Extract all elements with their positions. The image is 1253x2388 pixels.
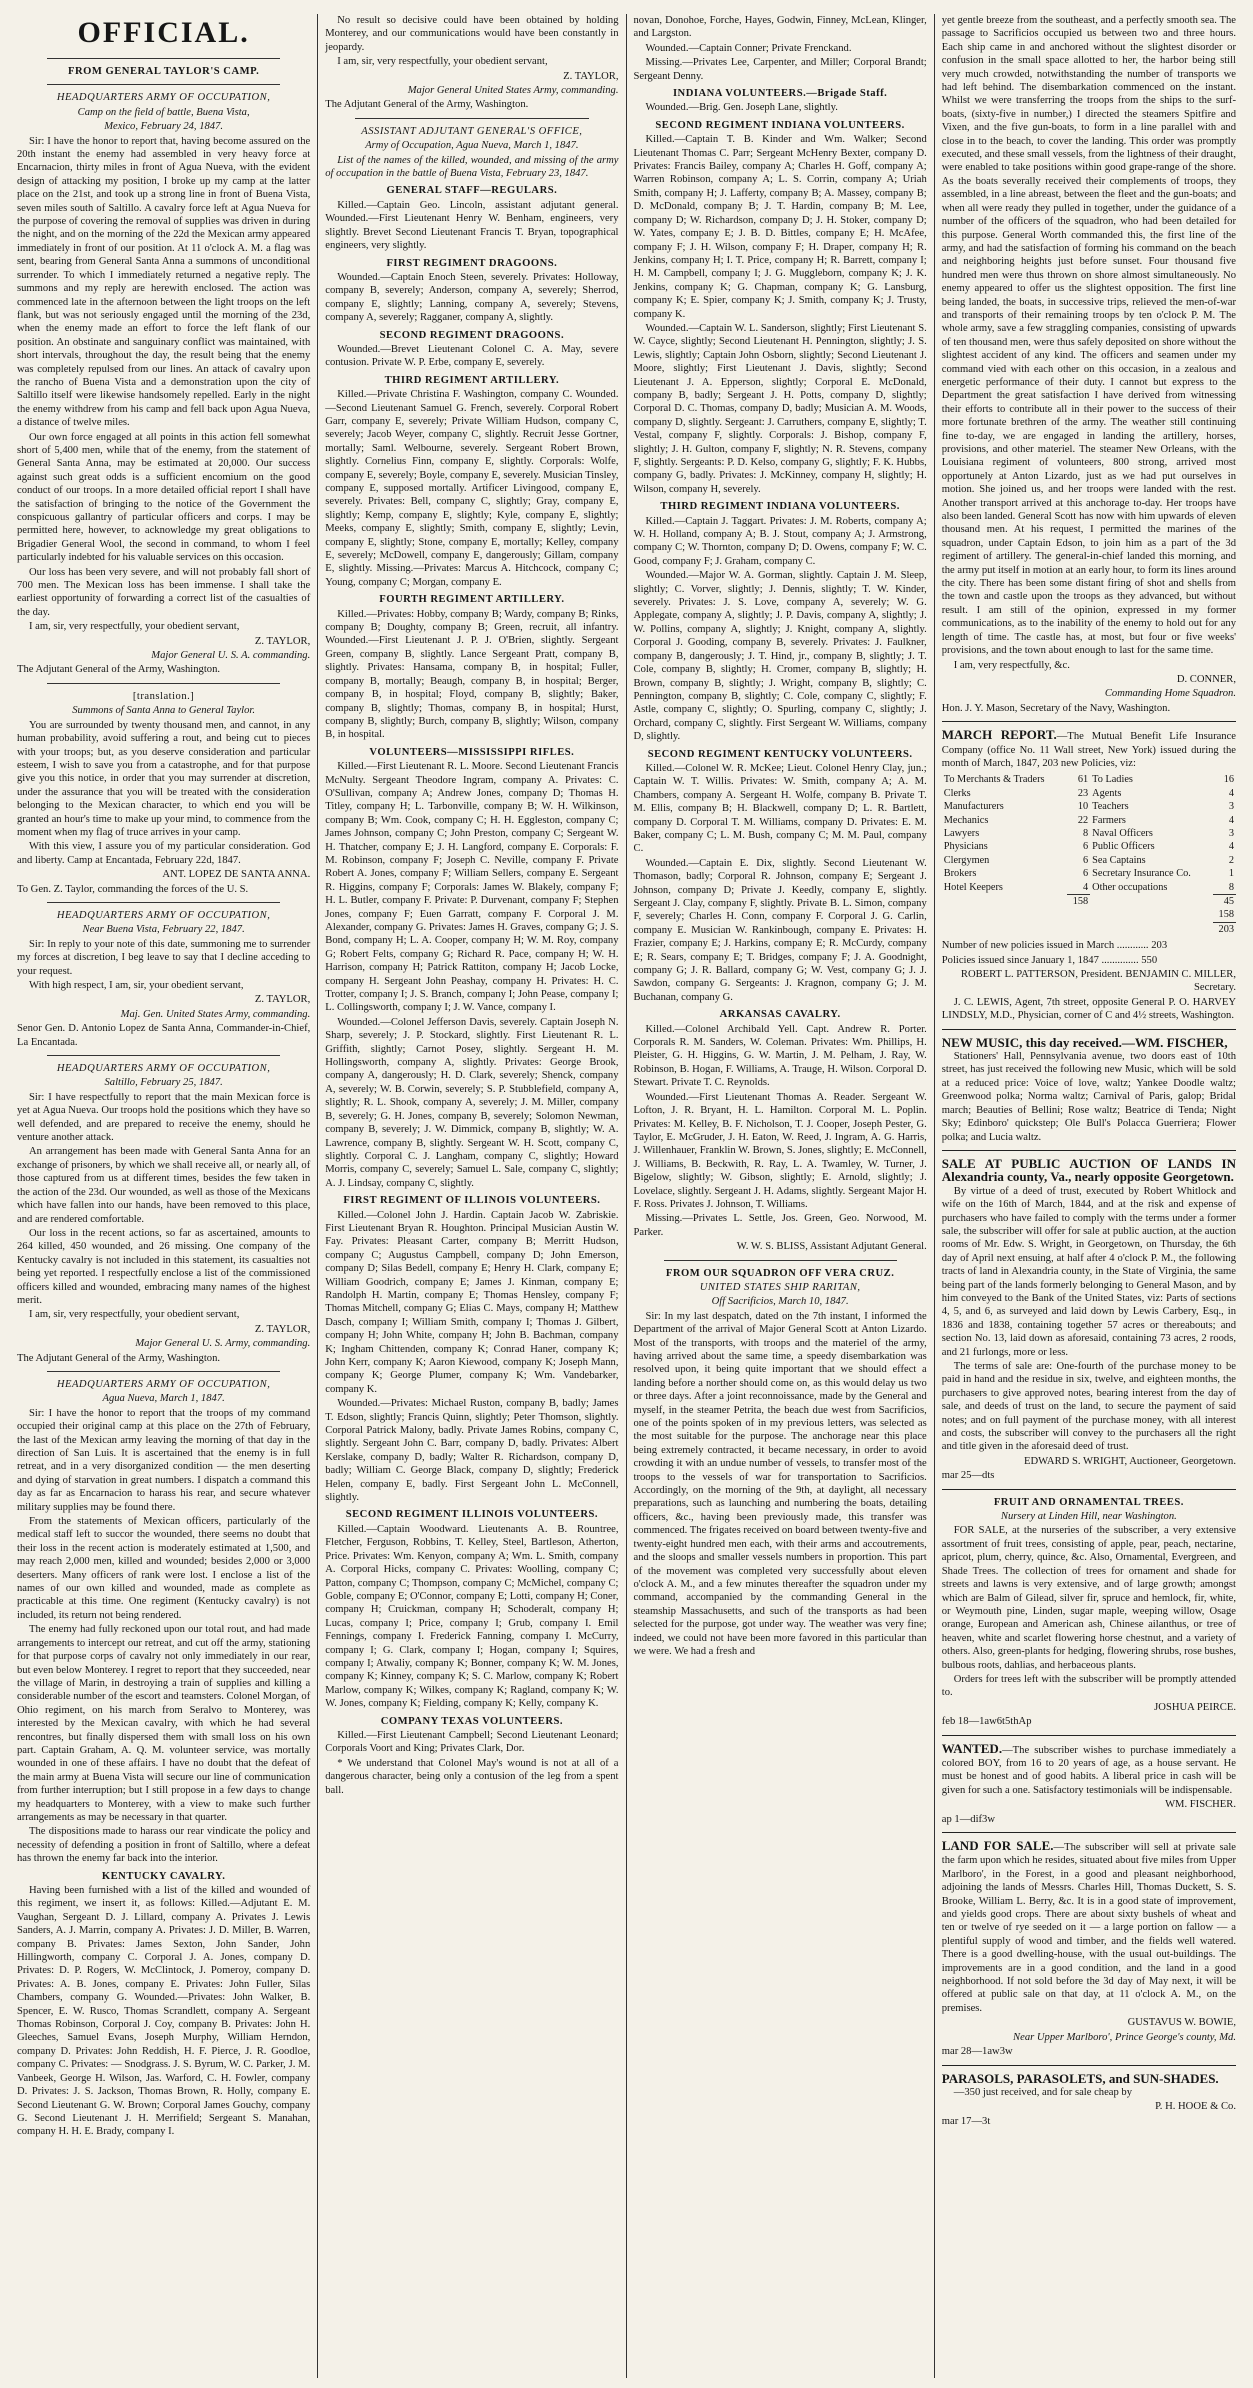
section-text: Wounded.—Colonel Jefferson Davis, severely. Captain Joseph N. Sharp, severely; J. P. Stockard, slightly. First Lieutenant R. L. Griffith, slightly; Carnot Posey, slightly. Sergeant H. M. Hollingsworth, company A, slightly. Privates: George Brook, company A, dangerously; H. D. Clark, severely; Shenck, company A, severely; W. B. Corwin, severely; S. P. Stubblefield, company A, slightly; R. L. Shook, company A, severely; J. M. Miller, company B, severely; G. H. Jones, company B, severely; Solomon Newman, company B, severely; J. W. Dimmick, company B, slightly; W. A. Lawrence, company B, slightly. Sergeant W. H. Scott, company C, slightly. Corporal C. J. Langham, company C, slightly; Howard Morris, company C, severely; Samuel L. Sale, company C, slightly; A. J. Lindsay, company C, slightly. xyxy=(325,1016,619,1189)
section-text: Wounded.—Captain Enoch Steen, severely. Privates: Holloway, company B, severely; Anderson, company A, severely; Sherrod, company E, slightly; Lanning, company A, severely; Stevens, company A, severely; Ragganer, company A, slightly. xyxy=(325,271,619,324)
letter-3-para: Our loss in the recent actions, so far as ascertained, amounts to 264 killed, 450 wounded, and 26 missing. One company of the Kentucky cavalry is not included in this statement, its casualties not being yet reported. I respectfully enclose a list of the commissioned officers killed and wounded, embracing many names of the highest merit. xyxy=(17,1227,311,1306)
wanted-signer: WM. FISCHER. xyxy=(1165,1799,1236,1811)
column-1 xyxy=(10,14,318,2378)
reply-close: With high respect, I am, sir, your obedient servant, xyxy=(29,980,244,991)
section-head: SECOND REGIMENT ILLINOIS VOLUNTEERS. xyxy=(345,1509,599,1521)
col2-top-signer-title: Major General United States Army, commanding. xyxy=(407,85,619,97)
section-head: GENERAL STAFF—REGULARS. xyxy=(386,185,558,197)
divider xyxy=(47,902,280,903)
section-text: Killed.—First Lieutenant R. L. Moore. Second Lieutenant Francis McNulty. Sergeant Theodore Ingram, company A. Privates: C. O'Sullivan, company A; Andrew Jones, company D; Thomas H. Titley, company H; L. Tarbonville, company B; W. H. Wilkinson, company B; Wm. Cook, company C; H. H. Eggleston, company C; James Johnson, company C; John Preston, company C; Sergeant W. H. Thatcher, company E; J. H. Langford, company E. Corporals: F. M. Robinson, company F; Joseph C. Neville, company F. Private Robert A. Jones, company F; William Sellers, company E. Sergeant R. Higgins, company F; Corporals: James W. Blakely, company F; H. L. Butler, company F. Private: P. Durvenant, company F; Stephen Jones, company F; Euen Garratt, company F. Corporal J. M. Alexander, company G. Privates: James H. Graves, company G; J. S. Bond, company H; L. A. Cooper, company H; W. M. Roy, company G; Robert Felts, company G; Richard R. Pace, company H; W. H. Harrison, company H; Patrick Rattiton, company H; Jacob Locke, company H. Sergeant John Peashay, company H. Privates: H. C. Trotter, company I; J. S. Branch, company I; John Pease, company I; L. Collingsworth, company I; J. W. Vance, company I. xyxy=(325,761,619,1014)
vera-cruz-body: Sir: In my last despatch, dated on the 7th instant, I informed the Department of the arrival of Major General Scott at Anton Lizardo. Most of the transports, with troops and the materiel of the army, having arrived about the same time, a speedy disembarkation was resolved upon, it being quite important that we should effect a landing before a norther should come on, as this would delay us two or three days. After a joint reconnoissance, made by the General and myself, in the steamer Petrita, the beach due west from Sacrificios, one of the points spoken of in my previous letters, was selected as the most suitable for the purpose. The anchorage near this place being extremely contracted, it became necessary, in order to avoid crowding it with an undue number of vessels, to transfer most of the troops to the vessels of war for transportation to Sacrificios. Accordingly, on the morning of the 9th, at daylight, all necessary preparations, such as launching and numbering the boats, detailing officers, &c., having been previously made, this transfer was commenced. The frigates received on board between twenty-five and twenty-eight hundred men each, with their arms and accoutrements, and the sloops and smaller vessels numbers in proportion. This part of the movement was completed very successfully about eleven o'clock A. M., and a few minutes thereafter the squadron under my command, accompanied by the commanding General in the steamship Massachusetts, and such of the transports as had been selected for the purpose, got under way. The weather was very fine; indeed, we could not have been more favored in this particular than we were. We had a fresh and xyxy=(633,1310,927,1657)
policy-count: 4 xyxy=(1228,787,1234,799)
parasol-ad xyxy=(942,2072,1236,2129)
section-text: Wounded.—Privates: Michael Ruston, company B, badly; James T. Edson, slightly; Francis Quinn, slightly; Peter Thomson, slightly. Corporal Patrick Malony, badly. Private James Robins, company C, slightly. Sergeant John C. Barr, company D, badly. Privates: Albert Kerslake, company D, badly; Walter R. Richardson, company D, badly; William C. George Black, company D, slightly; Frederick Helen, company E, badly. First Sergeant John L. McConnell, slightly. xyxy=(325,1398,619,1504)
policy-label: Sea Captains xyxy=(1092,854,1146,866)
letter-1-para: I am, sir, very respectfully, your obedient servant, xyxy=(29,621,240,633)
letter-1-place: Camp on the field of battle, Buena Vista, xyxy=(77,106,250,118)
divider xyxy=(942,721,1236,722)
summons-signer: ANT. LOPEZ DE SANTA ANNA. xyxy=(162,869,311,881)
wanted-date: ap 1—dif3w xyxy=(941,1813,996,1825)
section-text: Wounded.—Brig. Gen. Joseph Lane, slightly. xyxy=(645,102,838,114)
policy-count: 10 xyxy=(1077,801,1089,813)
policy-label: Public Officers xyxy=(1092,841,1155,853)
column-3 xyxy=(627,14,935,2378)
letter-4-para: From the statements of Mexican officers, particularly of the medical staff left to succor the wounded, there seems no doubt that their loss in the recent action is moderately estimated at 1,500, and may reach 2,000 men, killed and wounded; besides 2,000 or 3,000 deserters. Many officers of rank were lost. I enclose a list of the names of our own killed and wounded, made as complete as practicable at this time. One regiment (Kentucky cavalry) is not included, its return not being rendered. xyxy=(17,1516,311,1621)
policy-count: 8 xyxy=(1083,827,1089,839)
fruit-date: feb 18—1aw6t5thAp xyxy=(941,1716,1032,1728)
policies-table xyxy=(942,773,1236,936)
policy-total xyxy=(942,908,1067,922)
policy-grand-total-row xyxy=(942,908,1236,922)
column-4 xyxy=(935,14,1243,2378)
land-body: —The subscriber will sell at private sale the farm upon which he resides, situated about five miles from Upper Marlboro', in the Forest, in a good and pleasant neighborhood, adjoining the lands of Messrs. Charles Hill, Thomas Duckett, S. S. Brooke, William L. Berry, &c. It is in a good state of improvement, and yields good crops. There are about sixty bushels of wheat and ten or twelve of rye seeded on it — a large portion on fallow — a plentiful supply of wood and timber, and the fields well watered. There is a good dwelling-house, with the usual out-buildings. The improvements are in a good condition, and the land in a good neighborhood. If not sold before the 3d day of May next, it will be offered at public sale on that day, at 11 o'clock A. M., on the premises. xyxy=(941,1842,1236,2014)
policy-row xyxy=(942,814,1236,827)
section-head: THIRD REGIMENT ARTILLERY. xyxy=(384,374,560,386)
footnote: * We understand that Colonel May's wound is not at all of a dangerous character, being only a contusion of the leg from a spent ball. xyxy=(325,1757,619,1796)
policy-label: Manufacturers xyxy=(943,801,1004,813)
policy-label: Mechanics xyxy=(943,814,989,826)
col2-top-close: I am, sir, very respectfully, your obedient servant, xyxy=(337,56,548,68)
section-text: Wounded.—Major W. A. Gorman, slightly. Captain J. M. Sleep, slightly; C. Vorver, slightly; J. Dennis, slightly; T. W. Kinder, severely. Privates: J. S. Love, company A, severely; W. G. Applegate, company A, slightly; J. P. Davis, company A, slightly; J. W. Pollins, company A, slightly; J. Knight, company A, slightly. Corporal J. Gooding, company B, severely. Privates: J. Faulkner, company B, dangerously; J. T. Hind, jr., company B, slightly; J. T. Cole, company B, slightly; H. Cromer, company B, slightly; H. Brown, company B, slightly; J. Wright, company B, slightly; C. Pennington, company B, slightly; C. Cole, company C, slightly; F. Astle, company C, slightly; O. Spurling, company C, slightly; J. Orchard, company C, slightly. First Sergeant W. Williams, company D, slightly. xyxy=(633,570,927,743)
policy-row xyxy=(942,787,1236,800)
section-text: Killed.—Privates: Hobby, company B; Wardy, company B; Rinks, company B; Doughty, company B; Green, recruit, all infantry. Wounded.—First Lieutenant J. P. J. O'Brien, slightly. Sergeant Green, company B, slightly. Lance Sergeant Pratt, company B, slightly. Privates: Hansama, company B, in hospital; Fuller, company B, mortally; Beaugh, company B, in hospital; Berger, company B, in hospital; Floyd, company B, slightly; Baker, company B, slightly; Thomas, company B, in hospital; Hurst, company B, slightly; Burch, company B, slightly; Wilson, company B, in hospital. xyxy=(325,608,619,741)
section-head: SECOND REGIMENT DRAGOONS. xyxy=(379,329,565,341)
letter-1-para: Sir: I have the honor to report that, having become assured on the 20th instant the enemy had assembled in very heavy force at Encarnacion, thirty miles in front of Agua Nueva, with the evident design of attacking my position, I broke up my camp at the latter place on the 21st, and took up a strong line in front of Buena Vista, seven miles south of Saltillo. A cavalry force left at Agua Nueva for the purpose of covering the removal of supplies was driven in during the night, and on the morning of the 22d the Mexican army appeared immediately in front of our position. At 11 o'clock A. M. a flag was sent, bearing from General Santa Anna a summons of unconditional surrender. To which I immediately returned a negative reply. The summons and my reply are herewith enclosed. The action was commenced late in the afternoon between the light troops on the left flank, but was not seriously engaged until the morning of the 23d, when the enemy made an effort to force the left flank of our position. An obstinate and sanguinary conflict was maintained, with short intervals, throughout the day, the result being that the enemy was completely repulsed from our lines. An attack of cavalry upon the rancho of Buena Vista and a demonstration upon the city of Saltillo itself were likewise handsomely repelled. Early in the night the enemy withdrew from his camp and fell back upon Agua Nueva, a distance of twelve miles. xyxy=(17,135,311,429)
fruit-sub: Nursery at Linden Hill, near Washington. xyxy=(1000,1511,1177,1523)
vera-cruz-place: UNITED STATES SHIP RARITAN, xyxy=(699,1281,861,1293)
columns xyxy=(10,14,1243,2378)
translation-tag: [translation.] xyxy=(132,690,195,702)
section-text: Killed.—Captain Woodward. Lieutenants A. B. Rountree, Fletcher, Ferguson, Robbins, T. Kelley, Steel, Bartleson, Atherton, Price. Privates: Wm. Kenyon, company A; Wm. L. Smith, company A. Corporal Hicks, company C. Privates: Woolling, company C; Patton, company C; Thompson, company C; McMichel, company C; Goble, company E; O'Connor, company E; Lotti, company H; Coner, company H; Cruickman, company H; Schoderalt, company H; Lucas, company I; Price, company I; Grub, company I. Emil Fennings, company I. Frederick Fanning, company I. McCurry, company I; G. Clark, company I; Hogan, company I; Squires, company I; Atwaliy, company K; Bonner, company K; W. M. Jones, company K; Kinney, company K; S. C. Marlow, company K; Robert Marlow, company K; Wilkes, company K; Ragland, company K; W. W. Jones, company K; Fielding, company K; Kelly, company K. xyxy=(325,1523,619,1710)
fruit-body: FOR SALE, at the nurseries of the subscriber, a very extensive assortment of fruit trees, consisting of apple, pear, peach, nectarine, apricot, plum, cherry, quince, &c. Also, Ornamental, Evergreen, and Shade Trees. The collection of trees for ornament and shade for streets and lawns is very extensive, and of large growth; amongst which are Balm of Gilead, silver fir, spruce and hemlock, fir, white, or Weymouth pine, Linden, sugar maple, weeping willow, Osage orange, European and American ash, Chinese ailanthus, or tree of heaven, white and scarlet flowering horse chestnut, and a variety of others. Also, green-plants for hedging, flowering shrubs, rose bushes, bulbous roots, dahlias, and herbaceous plants. xyxy=(941,1525,1236,1671)
letter-3-signer-title: Major General U. S. Army, commanding. xyxy=(135,1338,311,1350)
letter-4-para: Sir: I have the honor to report that the troops of my command occupied their original camp at this place on the 27th of February, the last of the Mexican army leaving the morning of that day in the direction of San Luis. It is ascertained that the enemy is in full retreat, and in a very disorganized condition — the men deserting and dying of starvation in great numbers. I dispatch a command this day as far as Encarnacion to harass his rear, and secure whatever military supplies may be found there. xyxy=(17,1407,311,1513)
vera-close: I am, very respectfully, &c. xyxy=(953,659,1070,671)
policy-count: 22 xyxy=(1077,814,1089,826)
policy-count: 23 xyxy=(1077,787,1089,799)
letter-1-signer: Z. TAYLOR, xyxy=(254,635,311,647)
land-date: mar 28—1aw3w xyxy=(941,2046,1013,2058)
divider xyxy=(942,1029,1236,1030)
policy-total xyxy=(1067,922,1090,936)
policy-label: Naval Officers xyxy=(1092,827,1153,839)
land-for-sale-ad xyxy=(942,1839,1236,2059)
letter-3-para: Sir: I have respectfully to report that the main Mexican force is yet at Agua Nueva. Our troops hold the positions which they have so well defended, and are prepared to receive the enemy, should he venture another attack. xyxy=(17,1091,311,1144)
mutual-officers: ROBERT L. PATTERSON, President. BENJAMIN C. MILLER, Secretary. xyxy=(960,969,1236,994)
policy-label: Other occupations xyxy=(1092,881,1168,893)
sale-title: SALE AT PUBLIC AUCTION OF LANDS IN Alexandria county, Va., nearly opposite Georgetown. xyxy=(941,1155,1236,1185)
conner-signer: D. CONNER, xyxy=(1176,673,1236,685)
policy-label: Farmers xyxy=(1092,814,1126,826)
vera-cruz-date: Off Sacrificios, March 10, 1847. xyxy=(711,1296,849,1308)
policy-total xyxy=(1067,908,1090,922)
divider xyxy=(942,1832,1236,1833)
divider xyxy=(47,58,280,59)
letter-1-signer-title: Major General U. S. A. commanding. xyxy=(151,650,311,662)
policy-label: Lawyers xyxy=(943,827,980,839)
divider xyxy=(942,1735,1236,1736)
reply-signer-title: Maj. Gen. United States Army, commanding. xyxy=(120,1008,311,1020)
section-head: FOURTH REGIMENT ARTILLERY. xyxy=(379,594,565,606)
sale-terms: The terms of sale are: One-fourth of the purchase money to be paid in hand and the residue in six, twelve, and eighteen months, the purchasers to give approved notes, bearing interest from the day of sale, and deeds of trust on the land, to secure the payment of said notes; and on full payment of the purchase money, with all interest and costs, the subscriber will convey to the purchasers all the right and title given in the aforesaid deed of trust. xyxy=(941,1361,1236,1453)
policy-label: Agents xyxy=(1092,787,1122,799)
policy-count: 1 xyxy=(1228,868,1234,880)
letter-3-addressee: The Adjutant General of the Army, Washington. xyxy=(17,1352,221,1364)
policies-note: Number of new policies issued in March ............ 203 xyxy=(941,940,1168,952)
policy-count: 8 xyxy=(1228,881,1234,893)
land-sub: Near Upper Marlboro', Prince George's county, Md. xyxy=(1013,2031,1236,2043)
section-text: Killed.—Private Christina F. Washington, company C. Wounded.—Second Lieutenant Samuel G. French, severely. Corporal Robert Garr, company E, severely; Private William Hudson, company C, severely; Jacob Weyer, company C, slightly. Recruit Jesse Gortner, mortally; Saml. Welbourne, severely. Sergeant Robert Brown, slightly. Cornelius Finn, company E, slightly. Corporals: Wolfe, company E, severely; Boyle, company E, severely. Musician Tinsley, company E, supposed mortally. Artificer Livingood, company E, severely. Privates: Bell, company C, slightly; Gray, company E, slightly; Kemp, company E, slightly; Kyle, company E, slightly; Meeks, company E, slightly; Smith, company E, slightly; Levin, company E, slightly; Stone, company E, mortally; Kelley, company E, severely; McDowell, company E, dangerously; Gillam, company E, slightly. Missing.—Privates: Marcus A. Hitchcock, company C; Young, company C; Morgan, company E. xyxy=(325,389,619,588)
policy-total: 45 xyxy=(1213,895,1236,909)
land-sale-ad xyxy=(942,1157,1236,1483)
letter-4-place: Agua Nueva, March 1, 1847. xyxy=(102,1393,225,1405)
policies-note: Policies issued since January 1, 1847 .............. 550 xyxy=(941,954,1158,966)
land-signer: GUSTAVUS W. BOWIE, xyxy=(1127,2017,1236,2029)
sale-signer: EDWARD S. WRIGHT, Auctioneer, Georgetown. xyxy=(1023,1455,1236,1467)
col3-top-missing: Missing.—Privates Lee, Carpenter, and Miller; Corporal Brandt; Sergeant Denny. xyxy=(633,57,927,82)
policy-row xyxy=(942,800,1236,813)
policy-total xyxy=(942,922,1067,936)
letter-1-para: Our own force engaged at all points in this action fell somewhat short of 5,400 men, while that of the enemy, from the statement of General Santa Anna, may be estimated at 20,000. Our success against such great odds is a sufficient encomium on the good conduct of our troops. In a more detailed official report I shall have the satisfaction of bringing to the notice of the Government the conspicuous gallantry of particular officers and corps. I may be permitted here, however, to acknowledge my great obligations to Brigadier General Wool, the second in command, to whom I feel particularly indebted for his valuable services on this occasion. xyxy=(17,431,311,564)
col3-top-wounded: Wounded.—Captain Conner; Private Frenckand. xyxy=(645,42,852,54)
divider xyxy=(942,2065,1236,2066)
kentucky-cavalry-head: KENTUCKY CAVALRY. xyxy=(101,1870,226,1882)
summons-addressee: To Gen. Z. Taylor, commanding the forces of the U. S. xyxy=(17,883,249,895)
bliss-signature: W. W. S. BLISS, Assistant Adjutant General. xyxy=(736,1241,927,1253)
conner-addressee: Hon. J. Y. Mason, Secretary of the Navy, Washington. xyxy=(941,702,1171,714)
policy-total-row xyxy=(942,895,1236,909)
section-head: FIRST REGIMENT DRAGOONS. xyxy=(386,257,558,269)
section-text: Wounded.—Brevet Lieutenant Colonel C. A. May, severe contusion. Private W. P. Erbe, company E, severely. xyxy=(325,343,619,369)
section-text: Killed.—Captain J. Taggart. Privates: J. M. Roberts, company A; W. H. Holland, company A; B. J. Stout, company A; J. Armstrong, company C; W. Thornton, company D; D. Owens, company F; W. C. Good, company F; J. Graham, company C. xyxy=(633,515,927,567)
fruit-close: Orders for trees left with the subscriber will be promptly attended to. xyxy=(941,1673,1236,1699)
col3-top-text: novan, Donohoe, Forche, Hayes, Godwin, Finney, McLean, Klinger, and Largston. xyxy=(633,15,927,40)
policy-total: 158 xyxy=(1067,895,1090,909)
divider xyxy=(47,683,280,684)
reply-signer: Z. TAYLOR, xyxy=(254,994,311,1006)
policy-count: 4 xyxy=(1228,814,1234,826)
section-head: FIRST REGIMENT OF ILLINOIS VOLUNTEERS. xyxy=(343,1195,601,1207)
divider xyxy=(355,118,588,119)
policy-count: 2 xyxy=(1228,854,1234,866)
policy-total xyxy=(942,895,1067,909)
summons-body: You are surrounded by twenty thousand men, and cannot, in any human probability, avoid suffering a rout, and being cut to pieces with your troops; but, as you deserve consideration and particular esteem, I wish to save you from a catastrophe, and for that purpose give you this notice, in order that you may surrender at discretion, under the assurance that you will be treated with the consideration belonging to the Mexican character, to which end you will be granted an hour's time to make up your mind, to commence from the moment when my flag of truce arrives in your camp. xyxy=(17,719,311,838)
section-text: Killed.—Captain Geo. Lincoln, assistant adjutant general. Wounded.—First Lieutenant Henry W. Benham, engineers, very slightly. Brevet Second Lieutenant Francis T. Bryan, topographical engineers, very slightly. xyxy=(325,199,619,252)
sale-date: mar 25—dts xyxy=(941,1470,995,1482)
policy-row xyxy=(942,840,1236,853)
divider xyxy=(942,1489,1236,1490)
asst-intro: List of the names of the killed, wounded, and missing of the army of occupation in the battle of Buena Vista, February 23, 1847. xyxy=(325,154,619,180)
wanted-body: —The subscriber wishes to purchase immediately a colored BOY, from 16 to 20 years of age, as a house servant. He must be honest and of good habits. A liberal price in cash will be given for such a one. Satisfactory testimonials will be indispensable. xyxy=(941,1744,1236,1796)
vera-cruz-head: FROM OUR SQUADRON OFF VERA CRUZ. xyxy=(665,1267,895,1279)
policy-all-row xyxy=(942,922,1236,936)
section-text: Wounded.—First Lieutenant Thomas A. Reader. Sergeant W. Lofton, J. R. Bryant, H. L. Hamilton. Corporal M. L. Poplin. Privates: M. Kelley, B. F. Nicholson, T. J. Cooper, Joseph Pester, G. Taylor, E. McGruder, J. H. Eaton, W. Reed, J. Ingram, A. G. Harris, J. Willenhauer, Franklin W. Brown, S. Jones, slightly; E. McConnell, J. Williams, B. Beckwith, R. Ray, L. A. Twamley, W. Turner, J. Bigelow, slightly; W. Gibson, slightly; E. Arnold, slightly; J. Lovelace, slightly. Sergeant J. H. Adams, slightly. Sergeant Major H. F. Ross. Privates J. Johnson, T. Williams. xyxy=(633,1091,927,1210)
section-head: ARKANSAS CAVALRY. xyxy=(719,1009,841,1021)
fruit-signer: JOSHUA PEIRCE. xyxy=(1154,1701,1236,1713)
section-head: COMPANY TEXAS VOLUNTEERS. xyxy=(380,1715,564,1727)
section-head: VOLUNTEERS—MISSISSIPPI RIFLES. xyxy=(369,746,575,758)
policy-count: 3 xyxy=(1228,827,1234,839)
section-head: INDIANA VOLUNTEERS.—Brigade Staff. xyxy=(672,88,888,100)
summons-title: Summons of Santa Anna to General Taylor. xyxy=(72,705,255,717)
policy-row xyxy=(942,881,1236,895)
letter-3-signer: Z. TAYLOR, xyxy=(254,1323,311,1335)
section-text: Missing.—Privates L. Settle, Jos. Green, Geo. Norwood, M. Parker. xyxy=(633,1213,927,1238)
music-title: NEW MUSIC, this day received.—WM. FISCHER, xyxy=(941,1034,1228,1050)
divider xyxy=(47,84,280,85)
policy-count: 4 xyxy=(1083,881,1089,893)
vera-cruz-continued: yet gentle breeze from the southeast, and a perfectly smooth sea. The passage to Sacrificios occupied us between two and three hours. Each ship came in and anchored without the slightest disorder or confusion in the small space allotted to her, the harbor being still very much crowded, notwithstanding the number of transports we had left behind. The disembarkation commenced on the instant. Whilst we were transferring the troops from the ships to the surf-boats, (sixty-five in number,) I directed the steamers Spitfire and Vixen, and the five gun-boats, to form in a line parallel with and close in to the beach, to cover the landing. This order was promptly executed, and these small vessels, from the lightness of their draught, were enabled to take positions within good grape-range of the shore. As the boats severally received their complements of troops, they assembled, in a line abreast, between the fleet and the gun-boats; and when all were ready they pulled in together, under the guidance of a number of the officers of the squadron, who had been detailed for this purpose. General Worth commanded this, the first line of the army, and had the satisfaction of forming his command on the beach and neighboring heights just before sunset. Four thousand five hundred men were thus thrown on shore almost simultaneously. No enemy appeared to offer us the slightest opposition. The first line being landed, the boats, in successive trips, relieved the men-of-war and transports of their remaining troops by ten o'clock P. M. The whole army, save a few straggling companies, consisting of upwards of ten thousand men, were thus safely deposited on shore without the slightest accident of any kind. The officers and seamen under my command vied with each other on this occasion, in a zealous and energetic performance of their duty. I cannot but express to the Department the great satisfaction I have derived from witnessing their efforts to contribute all in their power to the success of their more fortunate brethren of the army. The weather still continuing fine to-day, we are engaged in landing the artillery, horses, provisions, and other materiel. The steamer New Orleans, with the Louisiana regiment of volunteers, 800 strong, arrived most opportunely at Anton Lizardo, just as we had put ourselves in motion. She joined us, and her troops were landed with the rest. Another transport arrived at this anchorage to-day. Her troops have also been landed. General Scott has now with him upwards of eleven thousand men. At his request, I permitted the marines of the squadron, under Captain Edson, to join him as a part of the 3d regiment of artillery. The general-in-chief landed this morning, and the army put itself in motion at an early hour, to form its lines around the city. There has been some distant firing of shot and shells from the town and castle upon the troops as they advanced, but without result. I am still of the opinion, expressed in my former communications, as to the inability of the enemy to hold out for any length of time. The castle has, at most, but four or five weeks' provisions, and the town about enough to last for the same time. xyxy=(941,15,1236,657)
march-report-intro: —The Mutual Benefit Life Insurance Company (office No. 11 Wall street, New York) issued during the month of March, 1847, 203 new Policies, viz: xyxy=(941,731,1237,769)
fruit-title: FRUIT AND ORNAMENTAL TREES. xyxy=(993,1496,1184,1508)
policy-row xyxy=(942,867,1236,880)
letter-1-para: Our loss has been very severe, and will not probably fall short of 700 men. The Mexican loss has been immense. I shall take the earliest opportunity of forwarding a correct list of the casualties of the day. xyxy=(17,566,311,618)
policy-label: Teachers xyxy=(1092,801,1129,813)
policy-count: 6 xyxy=(1083,841,1089,853)
policy-total: 158 xyxy=(1218,909,1234,921)
section-head: SECOND REGIMENT INDIANA VOLUNTEERS. xyxy=(655,119,905,131)
sale-body: By virtue of a deed of trust, executed by Robert Whitlock and wife on the 16th of March, 1844, and at the risk and expense of purchasers who have failed to comply with the terms under a former sale, the subscriber will offer for sale at public auction, at the auction rooms of Mr. Edw. S. Wright, in Georgetown, on Thursday, the 6th day of April next ensuing, at half after 4 o'clock P. M., the following tracts of land in Alexandria county, in the State of Virginia, the same being part of the lands formerly belonging to General Mason, and by him conveyed to the Bank of the United States, viz: Parts of sections 4, 5, and 6, as surveyed and laid down by Lewis Carbery, Esq., in 1836 and 1838, containing together 57 acres or thereabouts; and section No. 13, laid down as aforesaid, containing 73 acres, 2 roods, and 21 furlongs, more or less. xyxy=(941,1185,1236,1358)
fruit-trees-ad xyxy=(942,1496,1236,1729)
reply-addressee: Senor Gen. D. Antonio Lopez de Santa Anna, Commander-in-Chief, La Encantada. xyxy=(17,1023,311,1048)
policy-label: Clerks xyxy=(943,787,971,799)
conner-title: Commanding Home Squadron. xyxy=(1104,688,1236,700)
reply-heading: HEADQUARTERS ARMY OF OCCUPATION, xyxy=(56,909,271,921)
letter-4-para: The enemy had fully reckoned upon our total rout, and had made arrangements to intercept our retreat, and cut off the army, stationing for that purpose corps of cavalry not only immediately in our rear, but even below Monterey. I regret to report that they succeeded, near the village of Marin, in destroying a train of supplies and killing a considerable number of the escort and teamsters. Colonel Morgan, of Ohio regiment, on his march from Seralvo to Monterey, was interested by the Mexican cavalry, with which he had several rencontres, but finally dispersed them with small loss on his own part. Captain Graham, A. Q. M. volunteer service, was mortally wounded in one of these affairs. I have no doubt that the defeat of the main army at Buena Vista will secure our line of communication from further interruption; but I still propose in a few days to change my headquarters to Monterey, with a view to make such further arrangements as may be necessary in that quarter. xyxy=(17,1624,311,1823)
mutual-agents: J. C. LEWIS, Agent, 7th street, opposite General P. O. HARVEY LINDSLY, M.D., Physician, corner of C and 4½ streets, Washington. xyxy=(941,996,1236,1022)
parasol-body: —350 just received, and for sale cheap by xyxy=(953,2086,1133,2098)
policy-label: To Merchants & Traders xyxy=(943,774,1045,786)
wanted-title: WANTED. xyxy=(941,1740,1003,1756)
music-body: Stationers' Hall, Pennsylvania avenue, two doors east of 10th street, has just received the following new Music, which will be sold at a reduced price: Voice of love, waltz; Yankee Doodle waltz; Greenwood polka; Norma waltz; Carnival of Paris, galop; Bridal march; Beauties of Bellini; Rose waltz; Beatrice di Tenda; Night Sky; Edinboro' quickstep; Ole Bull's Polacca Guerriera; Flower polka; and Lucia waltz. xyxy=(941,1051,1236,1143)
reply-place: Near Buena Vista, February 22, 1847. xyxy=(82,924,245,936)
music-ad xyxy=(942,1036,1236,1144)
section-text: Wounded.—Captain W. L. Sanderson, slightly; First Lieutenant S. W. Cayce, slightly; Second Lieutenant H. Pennington, slightly; J. S. Lewis, slightly; Captain John Osborn, slightly; Second Lieutenant J. Moore, slightly; First Lieutenant J. Davis, slightly; Second Lieutenant J. A. Epperson, slightly; Corporal E. McDonald, company B, badly; Sergeant J. H. Potts, company D, slightly; Corporal D. C. Thomas, company D, badly; Musician A. M. Woods, company D, slightly. Sergeant: J. Carruthers, company E, slightly; T. Vestal, company F, slightly. Corporals: J. Bishop, company F, slightly; J. H. Gulton, company F, slightly; N. R. Stevens, company F, slightly. Sergeants: P. D. Kelso, company G, slightly; F. K. Hubbs, company G, badly. Privates: J. McKinney, company H, slightly; H. Wilson, company H, severely. xyxy=(633,322,927,495)
wanted-ad xyxy=(942,1742,1236,1826)
march-report-ad xyxy=(942,728,1236,1023)
policy-label: Secretary Insurance Co. xyxy=(1092,868,1191,880)
policy-label: Physicians xyxy=(943,841,988,853)
letter-4-para: The dispositions made to harass our rear vindicate the policy and necessity of defending a position in front of Saltillo, where a defeat has thrown the enemy far back into the interior. xyxy=(17,1826,311,1865)
policy-row xyxy=(942,827,1236,840)
parasol-date: mar 17—3t xyxy=(941,2115,991,2127)
policy-count: 6 xyxy=(1083,854,1089,866)
asst-heading: ASSISTANT ADJUTANT GENERAL'S OFFICE, xyxy=(361,125,583,137)
asst-place: Army of Occupation, Agua Nueva, March 1, 1847. xyxy=(365,140,579,152)
divider xyxy=(664,1260,897,1261)
kentucky-cavalry-body: Having been furnished with a list of the killed and wounded of this regiment, we insert it, as follows: Killed.—Adjutant E. M. Vaughan, Sergeant D. J. Lillard, company A. Privates J. Lewis Sanders, A. J. Marrin, company A. Privates: J. D. Miller, B. Warren, company B. Privates: James Sexton, John Sander, John Hillingworth, company C. Corporal J. A. Jones, company D. Privates: D. P. Rogers, W. McClintock, J. Pomeroy, company D. Privates: A. B. Jones, company E. Privates: John Fuller, Silas Chambers, company G. Wounded.—Privates: John Walker, B. Spencer, E. W. Rusco, Thomas Scrandlett, company A. Sergeant Thomas Robinson, Corporal J. Coy, company B. Privates: John H. Gleeches, Samuel Evans, Joseph Murphy, William Herndon, company D. Privates: John Reddish, H. F. Pierce, J. R. Goodloe, company C. Privates: — Snodgrass. J. S. Byrum, W. C. Parker, J. M. Vanbeek, George H. Wilson, Jas. Warford, C. H. Fowler, company D. Privates: J. S. Jackson, Thomas Brown, R. Holly, company E. Second Lieutenant G. W. Brown; Corporal James Gouchy, company G. Second Lieutenant J. H. Merrifield; Sergeant S. Manahan, company H. H. E. Brady, company I. xyxy=(17,1885,311,2138)
section-head: THIRD REGIMENT INDIANA VOLUNTEERS. xyxy=(660,501,900,513)
letter-4-heading: HEADQUARTERS ARMY OF OCCUPATION, xyxy=(56,1378,271,1390)
summons-close: With this view, I assure you of my particular consideration. God and liberty. Camp at Encantada, February 22d, 1847. xyxy=(17,841,311,866)
divider xyxy=(47,1055,280,1056)
letter-3-heading: HEADQUARTERS ARMY OF OCCUPATION, xyxy=(56,1063,271,1075)
divider xyxy=(47,1371,280,1372)
section-text: Killed.—Colonel W. R. McKee; Lieut. Colonel Henry Clay, jun.; Captain W. T. Willis. Privates: W. Smith, company A; A. M. Chambers, company A. Sergeant H. Wolfe, company B. Private T. M. Ellis, company B; H. Blackwell, company D; L. R. Bartlett, company D. Corporal T. M. Williams, company D. Privates: E. M. Baker, company C; L. M. Bush, company C; M. M. Paul, company C. xyxy=(633,762,927,855)
section-head-taylor-camp: FROM GENERAL TAYLOR'S CAMP. xyxy=(67,66,260,77)
land-title: LAND FOR SALE. xyxy=(941,1838,1054,1853)
letter-3-para: An arrangement has been made with General Santa Anna for an exchange of prisoners, by which we shall receive all, or nearly all, of those captured from us at different times, besides the few taken in the action of the 23d. Our wounded, as well as those of the Mexicans which have fallen into our hands, have been removed to this place, and are rendered comfortable. xyxy=(17,1146,311,1225)
col2-top-signer: Z. TAYLOR, xyxy=(563,70,619,82)
policy-total xyxy=(1090,895,1213,909)
section-text: Wounded.—Captain E. Dix, slightly. Second Lieutenant W. Thomason, badly; Corporal R. Johnson, company E; Sergeant J. Johnson, company D; Private J. Keedly, company E, slightly. Sergeant J. Clay, company F, slightly. Private B. L. Simon, company F, severely; Charles H. Conn, company F. Corporal J. G. Carlin, company E. Musician W. Rankinbough, company E. Privates: H. Frazier, company E; J. Harkins, company E; R. McCurdy, company E; R. Sears, company E; T. Bridges, company F; J. A. Goodnight, company G; J. R. Ballard, company G; W. Vest, company G; J. J. Sawdon, company G. Sergeants: J. Kragnon, company G; J. M. Buchanan, company G. xyxy=(633,857,927,1003)
parasol-signer: P. H. HOOE & Co. xyxy=(1155,2101,1236,2113)
policy-label: Brokers xyxy=(943,868,977,880)
section-text: Killed.—Colonel John J. Hardin. Captain Jacob W. Zabriskie. First Lieutenant Bryan R. Houghton. Principal Musician Austin W. Fay. Privates: Pleasant Carter, company B; Merritt Hudson, company C; Augustus Campbell, company D; John Emerson, company D; Silas Bedell, company E; Henry H. Clark, company E; William Goodrich, company E; James J. Kinman, company E; Randolph H. Martin, company E; Thomas Hensley, company F; Thomas Mitchell, company G; Elias C. Mays, company H; Matthew Dasch, company I; William Smith, company I; Thomas J. Gilbert, company H; John White, company H; John B. Bachman, company K; Ingham Chittenden, company K; Conrad Haner, company K; John Kerr, company K; Aaron Kiewood, company K; Joseph Mann, company K; George Plumer, company K; Wm. Vandebarker, company K. xyxy=(325,1209,619,1395)
policy-count: 4 xyxy=(1228,841,1234,853)
letter-1-date: Mexico, February 24, 1847. xyxy=(104,121,224,133)
section-text: Killed.—Captain T. B. Kinder and Wm. Walker; Second Lieutenant Thomas C. Parr; Sergeant McHenry Bexter, company D. Privates: Francis Bailey, company A; Charles H. Goff, company A; Warren Robinson, company A; L. S. Corrin, company A; Uriah Smith, company H; J. Lafferty, company B; A. Massey, company B; D. McDonald, company B; J. T. Hardin, company B; M. Lee, company D; W. Richardson, company D; J. H. Stoker, company D; W. Yates, company E; J. B. D. Bittles, company E; H. McAfee, company F; J. H. Wilson, company F; H. Draper, company H; R. Jenkins, company H; I. T. Price, company H; R. Barrett, company I; H. M. Campbell, company I; J. G. Muggleborn, company K; J. K. Jenkins, company K; G. Chapman, company K; G. Lansburg, company K; E. Spier, company K; J. Smith, company K; J. Trusty, company K. xyxy=(633,134,927,320)
section-text: Killed.—First Lieutenant Campbell; Second Lieutenant Leonard; Corporals Voort and King; Privates Clark, Dor. xyxy=(325,1729,619,1755)
policy-label: Hotel Keepers xyxy=(943,881,1003,893)
policy-count: 3 xyxy=(1228,801,1234,813)
divider xyxy=(942,1150,1236,1151)
reply-body: Sir: In reply to your note of this date, summoning me to surrender my forces at discretion, I beg leave to say that I decline acceding to your request. xyxy=(17,938,311,977)
letter-3-para: I am, sir, very respectfully, your obedient servant, xyxy=(29,1309,240,1321)
section-text: Killed.—Colonel Archibald Yell. Capt. Andrew R. Porter. Corporals R. M. Sanders, W. Coleman. Privates: Wm. Phillips, H. Pleister, G. H. Higgins, G. W. Martin, J. M. Pelham, J. Ray, W. Robinson, B. Hogan, F. Williams, A. Trauge, H. Wilson. Corporal D. Stewart. Private T. C. Reynolds. xyxy=(633,1023,927,1089)
policy-total xyxy=(1090,908,1213,922)
col2-top-addressee: The Adjutant General of the Army, Washington. xyxy=(325,99,529,111)
policy-count: 16 xyxy=(1223,774,1234,786)
parasol-title: PARASOLS, PARASOLETS, and SUN-SHADES. xyxy=(941,2070,1219,2086)
policy-label: Clergymen xyxy=(943,854,990,866)
policy-row xyxy=(942,773,1236,786)
letter-1-heading: HEADQUARTERS ARMY OF OCCUPATION, xyxy=(56,92,271,104)
letter-1-addressee: The Adjutant General of the Army, Washington. xyxy=(17,664,221,676)
col2-top-para: No result so decisive could have been obtained by holding Monterey, and our communications would have been constantly in jeopardy. xyxy=(325,15,619,53)
policy-total xyxy=(1090,922,1213,936)
masthead-official: OFFICIAL. xyxy=(77,16,250,49)
policy-count: 61 xyxy=(1077,774,1089,786)
letter-3-place: Saltillo, February 25, 1847. xyxy=(104,1077,223,1089)
march-report-title: MARCH REPORT. xyxy=(941,727,1057,743)
policy-count: 6 xyxy=(1083,868,1089,880)
policy-row xyxy=(942,854,1236,867)
column-2 xyxy=(318,14,626,2378)
policy-total: 203 xyxy=(1213,922,1236,936)
policy-label: To Ladies xyxy=(1092,774,1133,786)
section-head: SECOND REGIMENT KENTUCKY VOLUNTEERS. xyxy=(647,748,913,760)
